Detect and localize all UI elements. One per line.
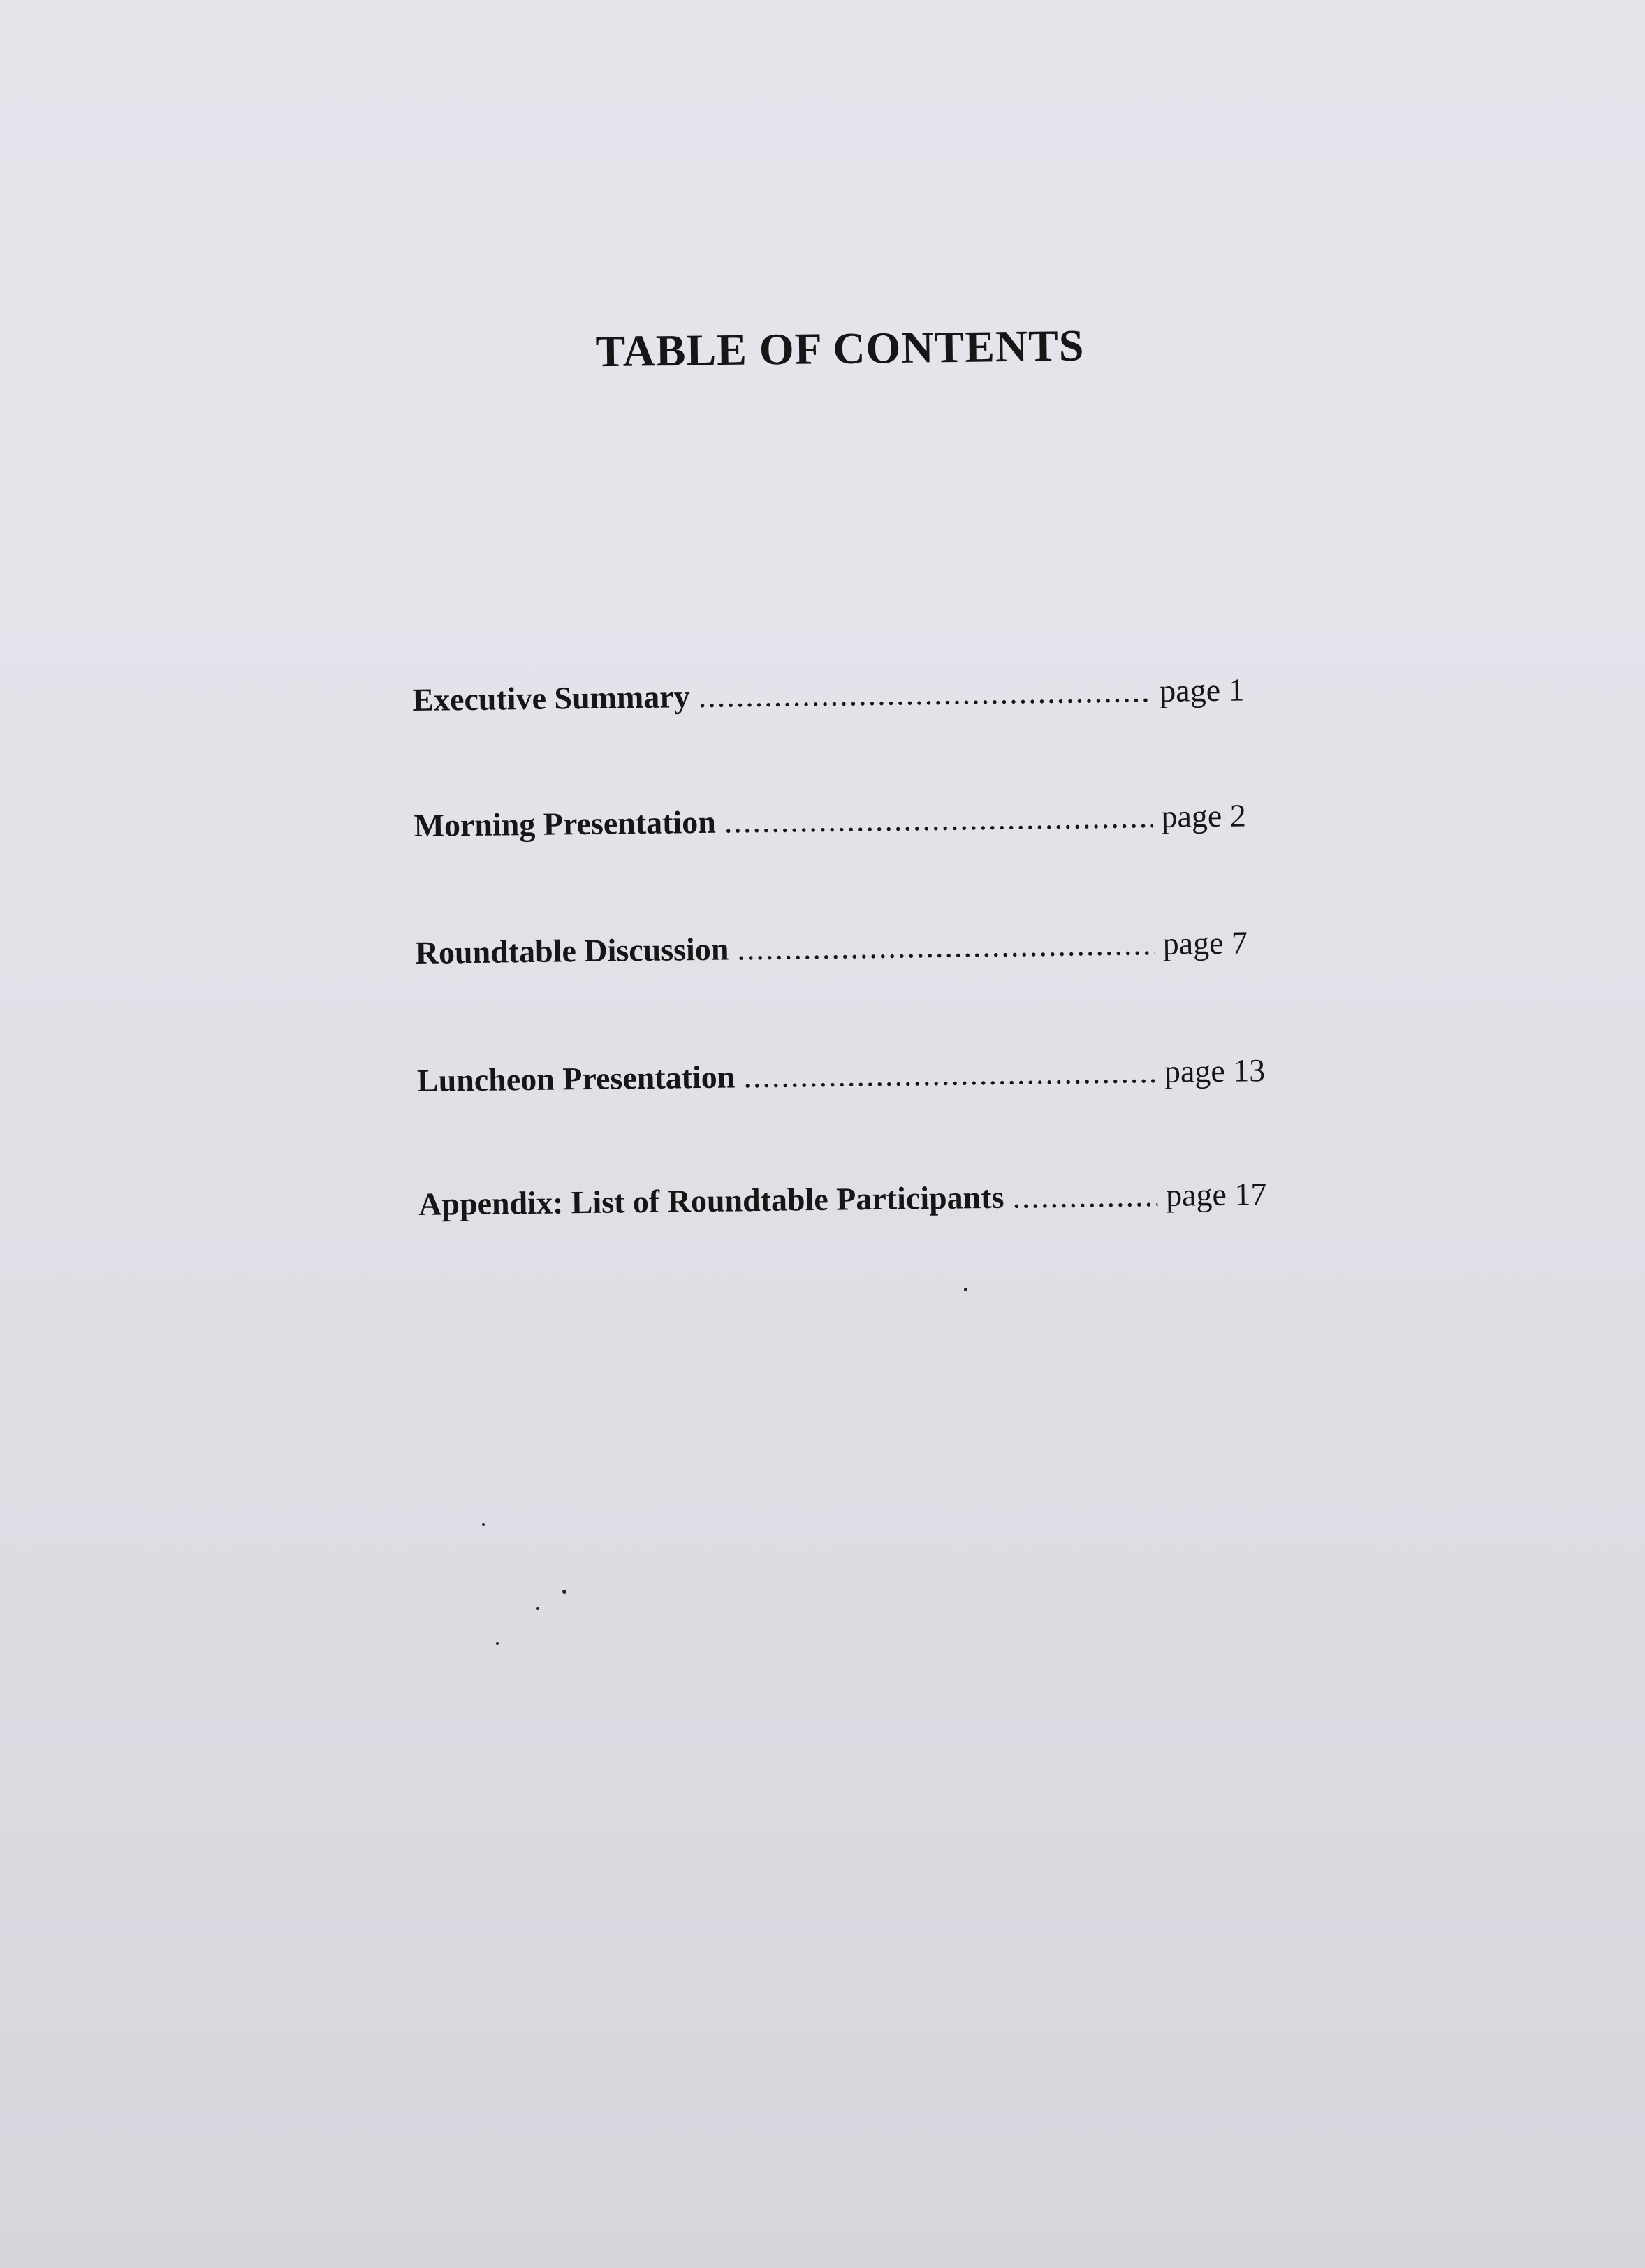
toc-entry-label: Morning Presentation: [414, 804, 717, 843]
toc-entry-page: page 7: [1162, 924, 1248, 961]
toc-entry-morning-presentation: [414, 797, 1280, 856]
scan-speck: [496, 1642, 499, 1645]
toc-entry-label: Executive Summary: [412, 678, 690, 718]
dot-leader: [737, 925, 1155, 967]
page-title: TABLE OF CONTENTS: [595, 320, 1085, 377]
scan-speck: [536, 1607, 539, 1610]
toc-entry-label: Roundtable Discussion: [415, 931, 729, 971]
dot-leader: [743, 1053, 1156, 1095]
toc-entry-luncheon-presentation: [417, 1052, 1284, 1111]
scan-speck: [482, 1523, 485, 1526]
dot-leader: [1012, 1177, 1157, 1216]
dot-leader: [724, 798, 1153, 840]
dot-leader: [698, 672, 1151, 715]
toc-entry-executive-summary: [412, 671, 1279, 730]
toc-entry-label: Luncheon Presentation: [416, 1059, 736, 1098]
toc-entry-label: Appendix: List of Roundtable Participants: [418, 1179, 1004, 1222]
scan-speck: [964, 1288, 967, 1291]
toc-entry-page: page 2: [1161, 797, 1247, 834]
toc-entry-page: page 1: [1159, 671, 1245, 708]
toc-entry-page: page 17: [1165, 1176, 1267, 1213]
toc-entry-page: page 13: [1164, 1052, 1266, 1089]
table-of-contents: [412, 671, 1278, 1222]
scan-speck: [562, 1590, 566, 1594]
toc-entry-roundtable-discussion: [415, 924, 1282, 983]
toc-entry-appendix: [418, 1175, 1285, 1235]
